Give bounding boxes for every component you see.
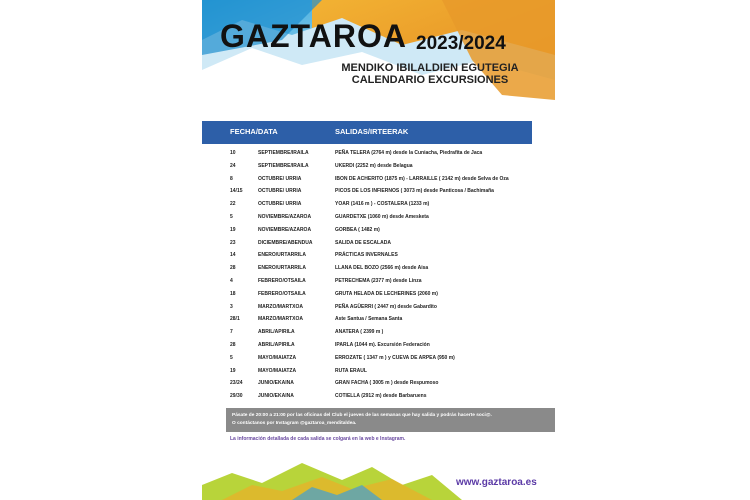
table-row xyxy=(202,214,542,227)
row-date: 7 xyxy=(230,329,233,336)
row-month: NOVIEMBRE/AZAROA xyxy=(258,226,312,233)
table-row xyxy=(202,393,542,406)
row-month: ENERO/URTARRILA xyxy=(258,252,306,259)
row-month: FEBRERO/OTSAILA xyxy=(258,290,306,297)
row-month: OCTUBRE/ URRIA xyxy=(258,175,302,182)
row-route: COTIELLA (2912 m) desde Barbaruens xyxy=(335,393,427,400)
row-month: MARZO/MARTXOA xyxy=(258,303,303,310)
row-route: GORBEA ( 1482 m) xyxy=(335,226,380,233)
row-route: LLANA DEL BOZO (2566 m) desde Aisa xyxy=(335,265,429,272)
row-date: 23 xyxy=(230,239,236,246)
row-date: 5 xyxy=(230,354,233,361)
notice-line-2: O contáctanos por Instagram @gaztaroa_menditaldea. xyxy=(232,421,357,426)
row-date: 29/30 xyxy=(230,393,243,400)
table-row xyxy=(202,252,542,265)
row-route: UKERDI (2252 m) desde Belagua xyxy=(335,162,413,169)
table-row xyxy=(202,150,542,163)
table-row xyxy=(202,316,542,329)
table-row xyxy=(202,304,542,317)
row-date: 10 xyxy=(230,150,236,156)
row-date: 24 xyxy=(230,162,236,169)
row-month: MAYO/MAIATZA xyxy=(258,367,297,374)
row-month: SEPTIEMBRE/IRAILA xyxy=(258,150,309,156)
row-route: ERROZATE ( 1347 m ) y CUEVA DE ARPEA (950 m) xyxy=(335,354,455,361)
row-route: SALIDA DE ESCALADA xyxy=(335,239,391,246)
row-date: 23/24 xyxy=(230,380,243,387)
row-route: IBON DE ACHERITO (1875 m) - LARRAILLE ( 2142 m) desde Selva de Oza xyxy=(335,175,509,182)
membership-notice xyxy=(226,408,555,432)
table-row xyxy=(202,278,542,291)
row-month: ABRIL/APIRILA xyxy=(258,341,295,348)
row-date: 5 xyxy=(230,213,233,220)
row-route: GUARDETXE (1060 m) desde Amesketa xyxy=(335,213,429,220)
notice-line-1: Pásate de 20:00 a 21:00 por las oficinas del Club el jueves de las semanas que hay salida y podrás hacerte soci@. xyxy=(232,413,492,418)
table-header xyxy=(202,121,532,144)
table-row xyxy=(202,163,542,176)
row-route: YOAR (1416 m ) - COSTALERA (1233 m) xyxy=(335,201,430,208)
column-header-date: FECHA/DATA xyxy=(230,127,278,136)
row-route: RUTA ERAUL xyxy=(335,367,367,374)
row-route: Aste Santua / Semana Santa xyxy=(335,316,403,323)
row-route: PICOS DE LOS INFIERNOS ( 3073 m) desde Panticosa / Bachimaña xyxy=(335,188,494,195)
table-row xyxy=(202,227,542,240)
row-month: OCTUBRE/ URRIA xyxy=(258,188,302,195)
row-date: 8 xyxy=(230,175,233,182)
row-month: FEBRERO/OTSAILA xyxy=(258,277,306,284)
row-date: 22 xyxy=(230,201,236,208)
row-date: 19 xyxy=(230,226,236,233)
row-route: PEÑA AGÜERRI ( 2447 m) desde Gabardito xyxy=(335,303,437,310)
web-note: La información detallada de cada salida se colgará en la web e Instagram. xyxy=(230,436,406,442)
table-row xyxy=(202,342,542,355)
row-date: 14 xyxy=(230,252,236,259)
table-row xyxy=(202,329,542,342)
table-row xyxy=(202,265,542,278)
subtitle-basque: MENDIKO IBILALDIEN EGUTEGIA xyxy=(341,62,519,74)
row-date: 19 xyxy=(230,367,236,374)
row-month: MAYO/MAIATZA xyxy=(258,354,297,361)
row-month: JUNIO/EKAINA xyxy=(258,393,294,400)
row-route: PRÁCTICAS INVERNALES xyxy=(335,252,398,259)
row-month: JUNIO/EKAINA xyxy=(258,380,294,387)
poster xyxy=(202,0,555,500)
row-month: DICIEMBRE/ABENDUA xyxy=(258,239,313,246)
table-row xyxy=(202,240,542,253)
row-date: 4 xyxy=(230,277,233,284)
season-year: 2023/2024 xyxy=(416,33,506,54)
row-date: 28 xyxy=(230,341,236,348)
row-date: 14/15 xyxy=(230,188,243,195)
row-month: ABRIL/APIRILA xyxy=(258,329,295,336)
row-route: ANATERA ( 2399 m ) xyxy=(335,329,384,336)
row-month: ENERO/URTARRILA xyxy=(258,265,306,272)
row-month: OCTUBRE/ URRIA xyxy=(258,201,302,208)
table-row xyxy=(202,355,542,368)
table-row xyxy=(202,176,542,189)
header-banner xyxy=(202,0,555,118)
row-date: 28 xyxy=(230,265,236,272)
row-date: 18 xyxy=(230,290,236,297)
row-route: GRAN FACHA ( 3005 m ) desde Respumoso xyxy=(335,380,439,387)
excursion-table xyxy=(202,150,542,406)
column-header-route: SALIDAS/IRTEERAK xyxy=(335,127,409,136)
row-route: PETRECHEMA (2377 m) desde Linza xyxy=(335,277,422,284)
row-month: NOVIEMBRE/AZAROA xyxy=(258,213,312,220)
row-month: MARZO/MARTXOA xyxy=(258,316,303,323)
club-logo: GAZTAROA xyxy=(220,18,407,54)
row-route: PEÑA TELERA (2764 m) desde la Cuniacha, Piedrafita de Jaca xyxy=(335,150,483,156)
row-route: IPARLA (1044 m). Excursión Federación xyxy=(335,341,430,348)
row-date: 3 xyxy=(230,303,233,310)
table-row xyxy=(202,291,542,304)
table-row xyxy=(202,188,542,201)
website-link[interactable]: www.gaztaroa.es xyxy=(456,477,537,488)
row-month: SEPTIEMBRE/IRAILA xyxy=(258,162,309,169)
table-row xyxy=(202,201,542,214)
row-date: 28/1 xyxy=(230,316,240,323)
row-route: GRUTA HELADA DE LECHERINES (2060 m) xyxy=(335,290,438,297)
table-row xyxy=(202,368,542,381)
table-row xyxy=(202,380,542,393)
subtitle-spanish: CALENDARIO EXCURSIONES xyxy=(351,74,509,86)
